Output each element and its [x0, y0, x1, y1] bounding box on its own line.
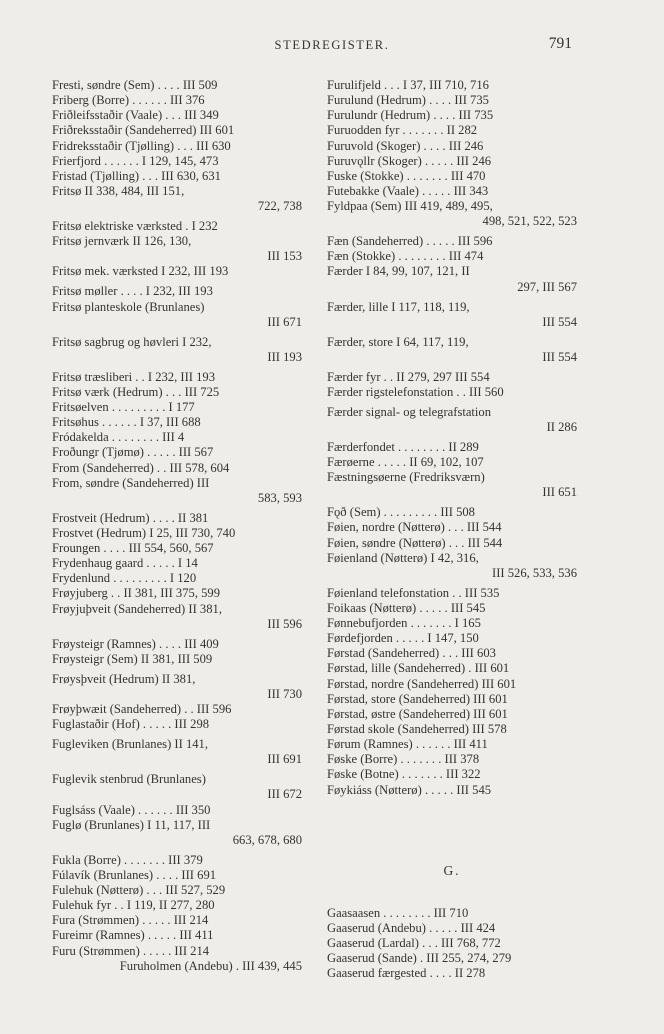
index-entry-continuation: III 691 [267, 752, 302, 767]
index-entry: Friðreksstaðir (Sandeherred) III 601 [52, 123, 235, 138]
index-entry: Froðungr (Tjømø) . . . . . III 567 [52, 445, 214, 460]
index-entry: Fuglevik stenbrud (Brunlanes) [52, 772, 206, 787]
index-entry: Gaaserud færgested . . . . II 278 [327, 966, 486, 981]
index-entry: Fritsø sagbrug og høvleri I 232, [52, 334, 212, 349]
index-entry-continuation: III 554 [542, 349, 577, 364]
index-entry: Frostvet (Hedrum) I 25, III 730, 740 [52, 525, 236, 540]
index-entry: Gaaserud (Andebu) . . . . . III 424 [327, 920, 496, 935]
index-entry: Frostveit (Hedrum) . . . . II 381 [52, 510, 209, 525]
index-entry: Føienland (Nøtterø) I 42, 316, [327, 550, 479, 565]
index-entry: Fønnebufjorden . . . . . . . I 165 [327, 616, 481, 631]
index-entry: Gaasaasen . . . . . . . . III 710 [327, 905, 469, 920]
index-entry-continuation: 663, 678, 680 [232, 832, 302, 847]
running-title: STEDREGISTER. [274, 38, 390, 52]
index-entry: Fukla (Borre) . . . . . . . III 379 [52, 852, 203, 867]
index-entry-continuation: 583, 593 [257, 490, 302, 505]
index-entry: Fritsø II 338, 484, III 151, [52, 183, 185, 198]
index-entry-continuation: 722, 738 [257, 199, 302, 214]
index-entry: Furu (Strømmen) . . . . . III 214 [52, 943, 210, 958]
index-entry: Færder fyr . . II 279, 297 III 554 [327, 369, 490, 384]
index-entry-continuation: III 554 [542, 314, 577, 329]
index-entry: Førstad skole (Sandeherred) III 578 [327, 722, 507, 736]
index-entry: Førstad, nordre (Sandeherred) III 601 [327, 676, 517, 691]
index-entry: Frøyjuberg . . II 381, III 375, 599 [52, 586, 221, 601]
index-entry: Førdefjorden . . . . . I 147, 150 [327, 631, 479, 646]
index-entry-continuation: III 671 [267, 314, 302, 329]
index-entry: Furulundr (Hedrum) . . . . III 735 [327, 108, 494, 123]
index-entry-continuation: III 651 [542, 485, 577, 500]
index-entry: Føykiáss (Nøtterø) . . . . . III 545 [327, 782, 492, 797]
index-entry: Furulifjeld . . . I 37, III 710, 716 [327, 78, 489, 92]
index-entry: Fritsøhus . . . . . . I 37, III 688 [52, 415, 201, 430]
index-entry: Fródakelda . . . . . . . . III 4 [52, 430, 185, 445]
index-entry: Færøerne . . . . . II 69, 102, 107 [327, 455, 484, 470]
index-entry: Fritsø jernværk II 126, 130, [52, 234, 192, 249]
index-entry-continuation: III 596 [267, 616, 302, 631]
index-entry-continuation: III 153 [267, 249, 302, 264]
index-entry: Færder signal- og telegrafstation [327, 404, 492, 419]
index-entry-continuation: III 193 [267, 349, 302, 364]
index-entry: Fuglsáss (Vaale) . . . . . . III 350 [52, 802, 211, 817]
index-entry: Friðleifsstaðir (Vaale) . . . III 349 [52, 108, 219, 123]
index-entry: Føien, søndre (Nøtterø) . . . III 544 [327, 535, 503, 550]
index-entry: Færder rigstelefonstation . . III 560 [327, 384, 504, 399]
index-entry: Fyldpaa (Sem) III 419, 489, 495, [327, 199, 493, 214]
index-entry: Frøyjuþveit (Sandeherred) II 381, [52, 601, 222, 616]
index-entry: Fulehuk (Nøtterø) . . . III 527, 529 [52, 883, 226, 897]
index-entry: Frydenlund . . . . . . . . . I 120 [52, 571, 197, 586]
index-entry: Føske (Botne) . . . . . . . III 322 [327, 767, 481, 782]
index-entries-f [327, 78, 577, 798]
index-entry: Færder I 84, 99, 107, 121, II [327, 264, 470, 279]
index-entry: From, søndre (Sandeherred) III [52, 475, 210, 490]
index-entry: Førstad, østre (Sandeherred) III 601 [327, 706, 508, 721]
index-entry: Friberg (Borre) . . . . . . III 376 [52, 93, 205, 108]
index-entry: Fæstningsøerne (Fredriksværn) [327, 470, 485, 485]
index-entry-continuation: III 672 [267, 787, 302, 802]
index-entry: Førstad, lille (Sandeherred) . III 601 [327, 661, 510, 676]
index-entry: Fritsø planteskole (Brunlanes) [52, 299, 205, 314]
index-entry: Fuglø (Brunlanes) I 11, 117, III [52, 817, 211, 832]
index-entry: Fuglastaðir (Hof) . . . . . III 298 [52, 717, 210, 732]
index-entry-continuation: II 286 [546, 419, 577, 434]
index-entry: Fritsø mek. værksted I 232, III 193 [52, 264, 229, 279]
index-entry: Fritsø møller . . . . I 232, III 193 [52, 284, 213, 299]
index-entry: Gaaserud (Sande) . III 255, 274, 279 [327, 951, 512, 966]
index-entry: Færder, store I 64, 117, 119, [327, 334, 469, 349]
index-entry: Frierfjord . . . . . . I 129, 145, 473 [52, 153, 219, 168]
index-entry: From (Sandeherred) . . III 578, 604 [52, 460, 230, 475]
index-entry: Fritsøelven . . . . . . . . . I 177 [52, 400, 195, 414]
index-entry: Fridreksstaðir (Tjølling) . . . III 630 [52, 138, 231, 153]
index-entry: Føienland telefonstation . . III 535 [327, 585, 500, 600]
index-entry: Furuvold (Skoger) . . . . III 246 [327, 138, 484, 153]
index-entry: Futebakke (Vaale) . . . . . III 343 [327, 183, 489, 198]
index-entry: Færderfondet . . . . . . . . II 289 [327, 439, 479, 454]
index-entry-continuation: 297, III 567 [517, 279, 577, 294]
index-entry: Fristad (Tjølling) . . . III 630, 631 [52, 168, 221, 183]
section-letter: G. [443, 862, 461, 878]
index-entry: Førum (Ramnes) . . . . . . III 411 [327, 737, 488, 752]
index-entry: Fuske (Stokke) . . . . . . . III 470 [327, 168, 486, 183]
index-entry: Gaaserud (Lardal) . . . III 768, 772 [327, 935, 501, 950]
index-entry: Fæn (Stokke) . . . . . . . . III 474 [327, 249, 484, 264]
index-entry: Fura (Strømmen) . . . . . III 214 [52, 913, 209, 928]
page-number: 791 [548, 35, 572, 52]
index-entry-continuation: 498, 521, 522, 523 [482, 214, 577, 229]
index-entry: Fureimr (Ramnes) . . . . . III 411 [52, 928, 214, 943]
index-entry: Fresti, søndre (Sem) . . . . III 509 [52, 78, 218, 92]
index-entry: Frøysþveit (Hedrum) II 381, [52, 671, 196, 686]
index-entry: Frøyþwæit (Sandeherred) . . III 596 [52, 702, 232, 717]
index-entries-g [327, 906, 577, 982]
index-entry: Fæn (Sandeherred) . . . . . III 596 [327, 234, 493, 249]
index-entry: Føien, nordre (Nøtterø) . . . III 544 [327, 520, 502, 535]
index-entry: Færder, lille I 117, 118, 119, [327, 299, 470, 314]
index-entry: Fúlavík (Brunlanes) . . . . III 691 [52, 867, 217, 882]
index-entry: Fulehuk fyr . . I 119, II 277, 280 [52, 898, 215, 913]
index-entry: Fritsø elektriske værksted . I 232 [52, 219, 218, 234]
index-entry: Frøysteigr (Ramnes) . . . . III 409 [52, 636, 219, 651]
index-entry-continuation: Furuholmen (Andebu) . III 439, 445 [119, 958, 302, 973]
index-entry: Furuodden fyr . . . . . . . II 282 [327, 123, 478, 138]
index-entry: Frøysteigr (Sem) II 381, III 509 [52, 651, 213, 666]
index-entry: Førstad (Sandeherred) . . . III 603 [327, 646, 496, 661]
index-entry: Furuvǫllr (Skoger) . . . . . III 246 [327, 153, 492, 168]
index-entry: Foikaas (Nøtterø) . . . . . III 545 [327, 600, 486, 615]
index-entry-continuation: III 526, 533, 536 [492, 565, 577, 580]
index-entry: Fritsø værk (Hedrum) . . . III 725 [52, 384, 220, 399]
index-entry: Frydenhaug gaard . . . . . I 14 [52, 556, 198, 571]
index-column-right [327, 78, 577, 981]
index-entry: Froungen . . . . III 554, 560, 567 [52, 541, 214, 556]
index-entry: Fugleviken (Brunlanes) II 141, [52, 737, 208, 752]
index-entry: Fǫð (Sem) . . . . . . . . . III 508 [327, 505, 475, 520]
index-column-left [52, 78, 302, 974]
index-entry: Føske (Borre) . . . . . . . III 378 [327, 752, 480, 767]
index-entry: Furulund (Hedrum) . . . . III 735 [327, 93, 489, 108]
index-entry: Fritsø træsliberi . . I 232, III 193 [52, 369, 216, 384]
index-entry-continuation: III 730 [267, 686, 302, 701]
page-header [0, 35, 664, 58]
index-entry: Førstad, store (Sandeherred) III 601 [327, 691, 508, 706]
